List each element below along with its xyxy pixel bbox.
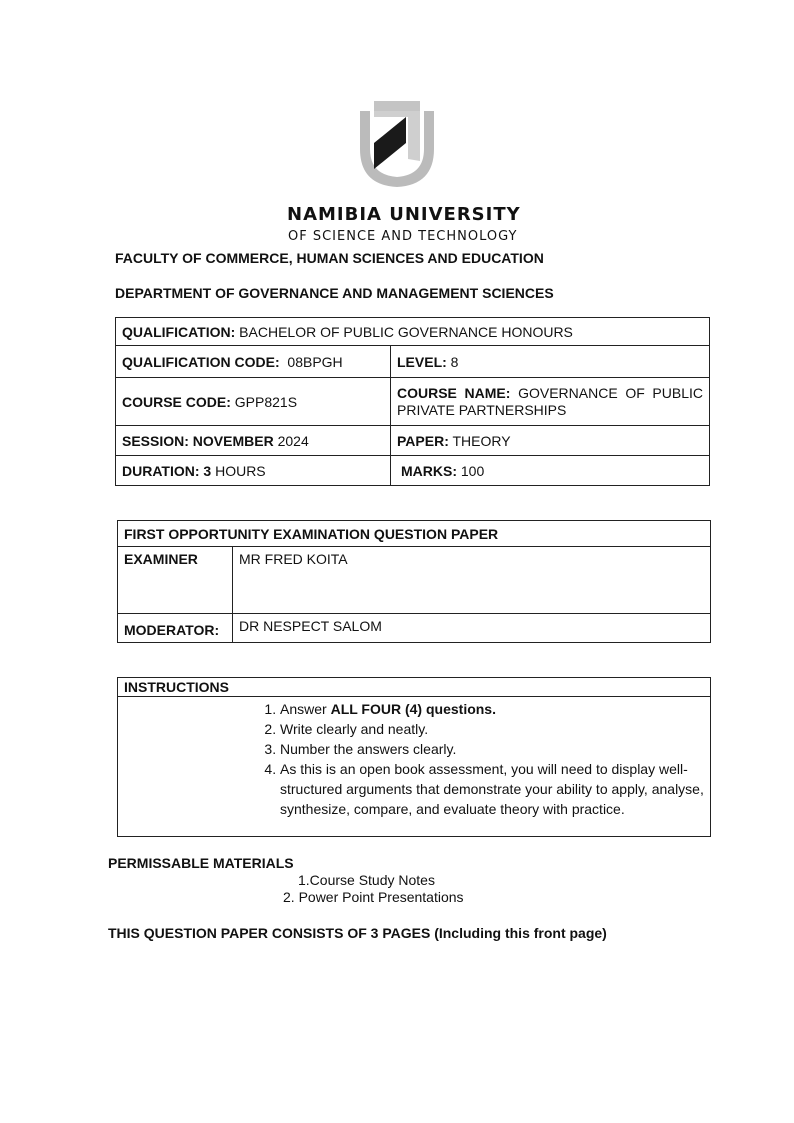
materials-title: PERMISSABLE MATERIALS: [108, 855, 294, 871]
instructions-title: INSTRUCTIONS: [118, 678, 711, 697]
examiners-table: [117, 520, 711, 643]
instructions-list-cell: [118, 697, 711, 837]
moderator-label: MODERATOR:: [118, 614, 233, 643]
duration-cell: DURATION: 3 HOURS: [116, 456, 391, 486]
instruction-item: 3. Number the answers clearly.: [280, 739, 704, 759]
qualification-cell: QUALIFICATION: BACHELOR OF PUBLIC GOVERNANCE HONOURS: [116, 318, 710, 346]
department-name: DEPARTMENT OF GOVERNANCE AND MANAGEMENT SCIENCES: [115, 285, 554, 301]
course-details-table: [115, 317, 710, 486]
material-item: 2. Power Point Presentations: [283, 889, 464, 905]
exam-title: FIRST OPPORTUNITY EXAMINATION QUESTION PAPER: [118, 521, 711, 547]
course-code-cell: COURSE CODE: GPP821S: [116, 378, 391, 426]
page-count-note: THIS QUESTION PAPER CONSISTS OF 3 PAGES (Including this front page): [108, 925, 607, 941]
faculty-name: FACULTY OF COMMERCE, HUMAN SCIENCES AND EDUCATION: [115, 250, 544, 266]
examiner-label: EXAMINER: [118, 547, 233, 614]
instructions-list: [256, 699, 704, 819]
university-logo: [354, 97, 440, 189]
marks-cell: MARKS: 100: [391, 456, 710, 486]
level-cell: LEVEL: 8: [391, 346, 710, 378]
session-cell: SESSION: NOVEMBER 2024: [116, 426, 391, 456]
moderator-value: DR NESPECT SALOM: [233, 614, 711, 643]
instruction-item: 1. Answer ALL FOUR (4) questions.: [280, 699, 704, 719]
course-name-cell: COURSE NAME: GOVERNANCE OF PUBLIC PRIVATE PARTNERSHIPS: [391, 378, 710, 426]
qualification-code-cell: QUALIFICATION CODE: 08BPGH: [116, 346, 391, 378]
paper-cell: PAPER: THEORY: [391, 426, 710, 456]
university-subtitle: OF SCIENCE AND TECHNOLOGY: [288, 229, 518, 244]
material-item: 1.Course Study Notes: [298, 872, 435, 888]
instruction-item: 2. Write clearly and neatly.: [280, 719, 704, 739]
examiner-value: MR FRED KOITA: [233, 547, 711, 614]
instruction-item: 4. As this is an open book assessment, you will need to display well-structured arguments that demonstrate your ability to apply, analyse, synthesize, compare, and evaluate theory with practice.: [280, 759, 704, 819]
instructions-table: [117, 677, 711, 837]
university-name: NAMIBIA UNIVERSITY: [287, 204, 521, 225]
